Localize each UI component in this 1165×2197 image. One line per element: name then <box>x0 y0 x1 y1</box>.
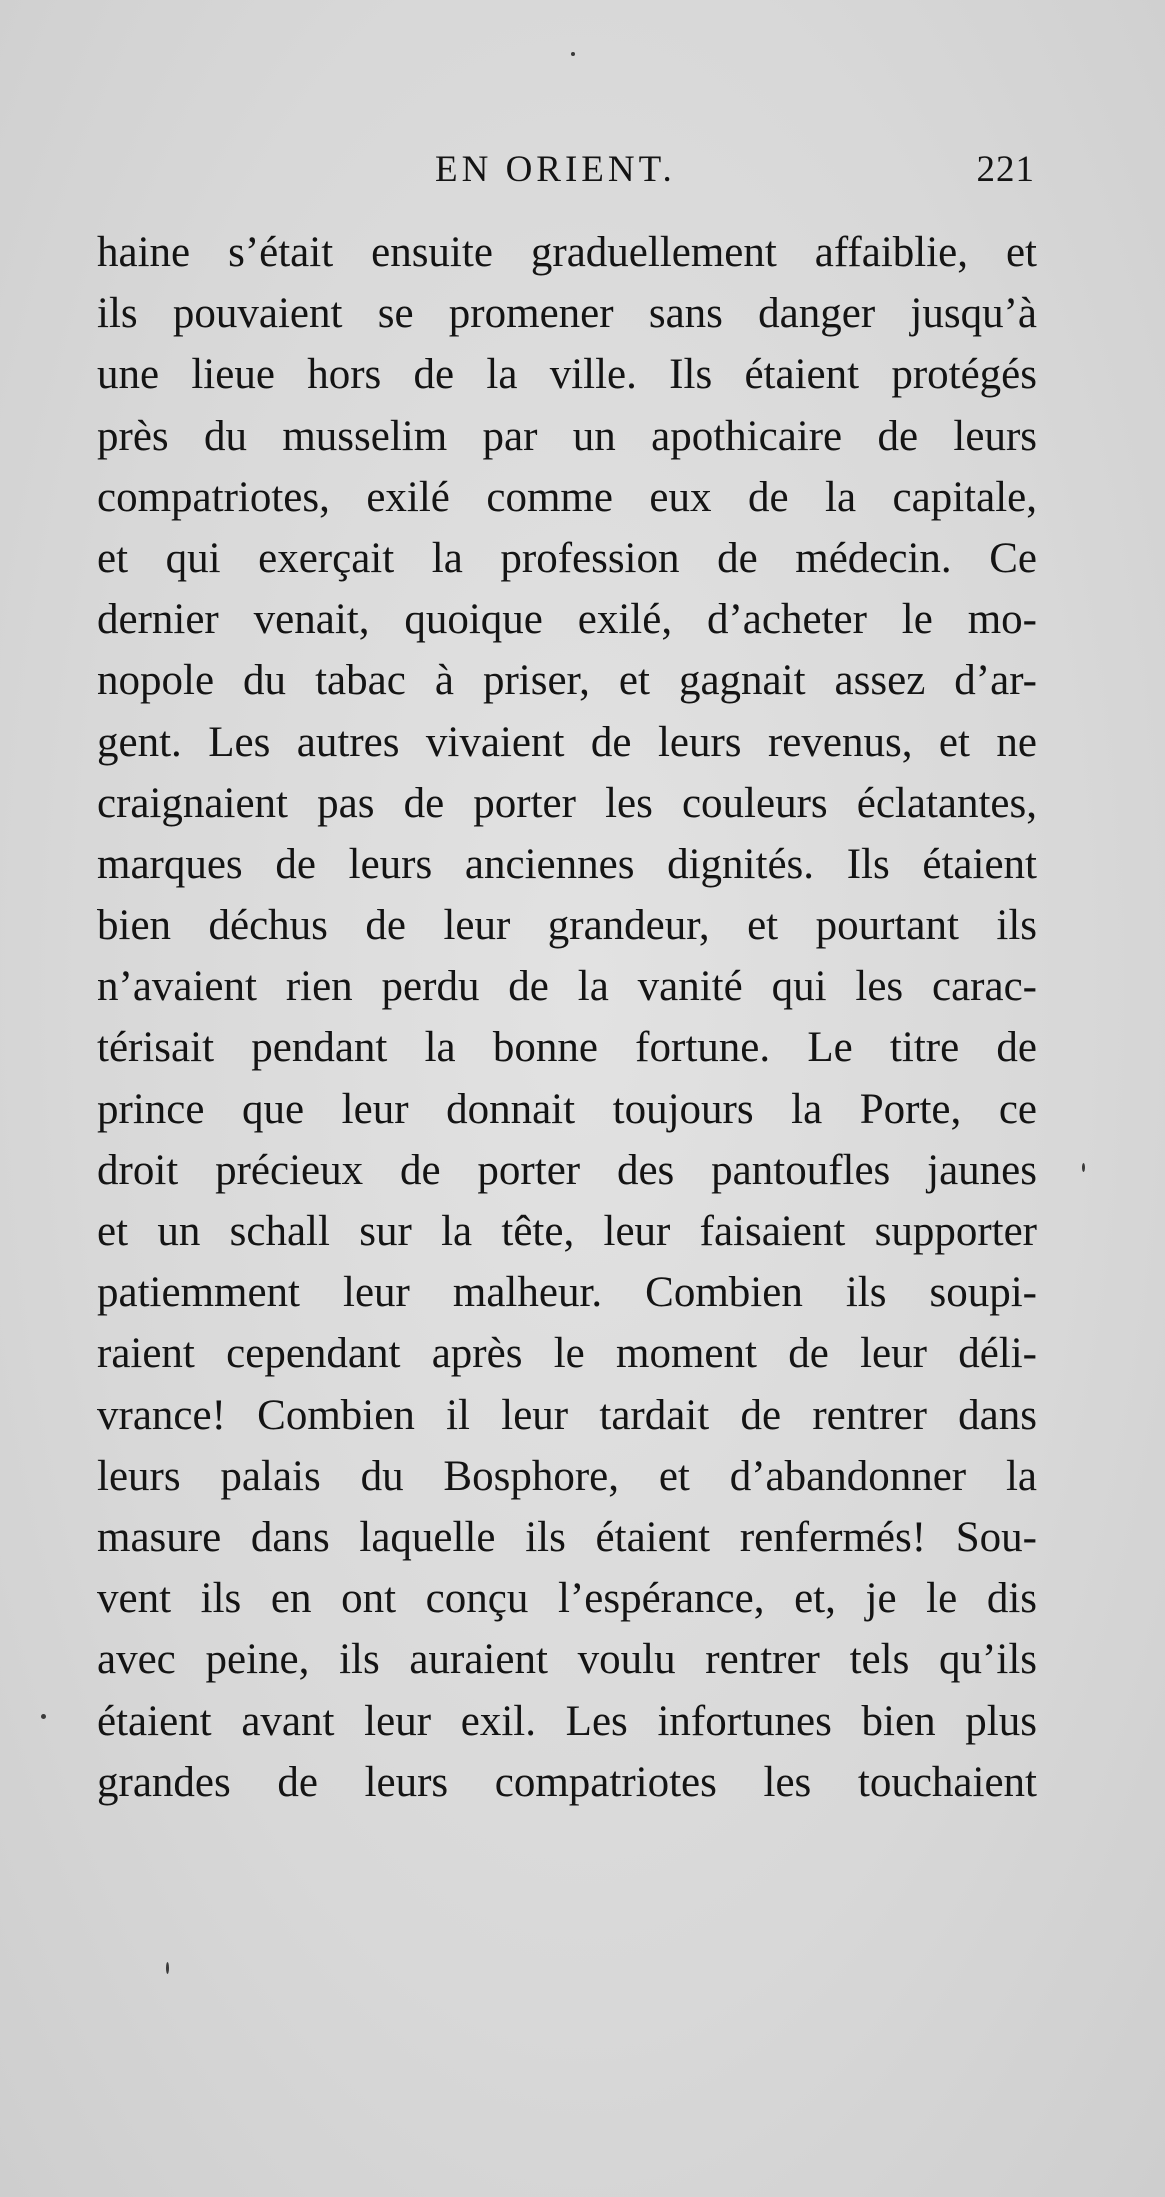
paper-speck <box>1082 1163 1085 1172</box>
text-line: une lieue hors de la ville. Ils étaient protégés <box>97 351 1037 399</box>
text-line: raient cependant après le moment de leur déli- <box>97 1330 1037 1378</box>
text-line: et qui exerçait la profession de médecin. Ce <box>97 534 1037 582</box>
text-line: compatriotes, exilé comme eux de la capitale, <box>97 473 1037 521</box>
text-line: térisait pendant la bonne fortune. Le titre de <box>97 1024 1037 1072</box>
text-line: près du musselim par un apothicaire de leurs <box>97 412 1037 460</box>
text-line: vrance! Combien il leur tardait de rentrer dans <box>97 1391 1037 1439</box>
paper-speck <box>571 52 575 56</box>
text-line: droit précieux de porter des pantoufles jaunes <box>97 1146 1037 1194</box>
text-line: étaient avant leur exil. Les infortunes bien plus <box>97 1697 1037 1745</box>
text-line: vent ils en ont conçu l’espérance, et, je le dis <box>97 1575 1037 1623</box>
text-line: craignaient pas de porter les couleurs éclatantes, <box>97 779 1037 827</box>
body-text <box>97 222 1037 1813</box>
text-line: bien déchus de leur grandeur, et pourtant ils <box>97 902 1037 950</box>
text-line: grandes de leurs compatriotes les touchaient <box>97 1758 1037 1806</box>
text-line: haine s’était ensuite graduellement affaiblie, et <box>97 229 1037 276</box>
paper-speck <box>166 1962 169 1974</box>
text-line: gent. Les autres vivaient de leurs revenus, et ne <box>97 718 1037 766</box>
running-head <box>100 148 1035 198</box>
text-line: nopole du tabac à priser, et gagnait assez d’ar- <box>97 657 1037 705</box>
text-line: avec peine, ils auraient voulu rentrer tels qu’ils <box>97 1636 1037 1684</box>
text-line: leurs palais du Bosphore, et d’abandonner la <box>97 1452 1037 1500</box>
page-number: 221 <box>976 149 1035 190</box>
text-line: patiemment leur malheur. Combien ils soupi- <box>97 1269 1037 1317</box>
paper-speck <box>41 1714 46 1719</box>
text-line: masure dans laquelle ils étaient renfermés! Sou- <box>97 1513 1037 1561</box>
text-line: dernier venait, quoique exilé, d’acheter le mo- <box>97 596 1037 644</box>
text-line: n’avaient rien perdu de la vanité qui les carac- <box>97 963 1037 1011</box>
text-line: marques de leurs anciennes dignités. Ils étaient <box>97 840 1037 888</box>
running-head-title: EN ORIENT. <box>435 149 676 190</box>
text-line: prince que leur donnait toujours la Porte, ce <box>97 1085 1037 1133</box>
text-line: et un schall sur la tête, leur faisaient supporter <box>97 1208 1037 1255</box>
text-line: ils pouvaient se promener sans danger jusqu’à <box>97 290 1037 338</box>
